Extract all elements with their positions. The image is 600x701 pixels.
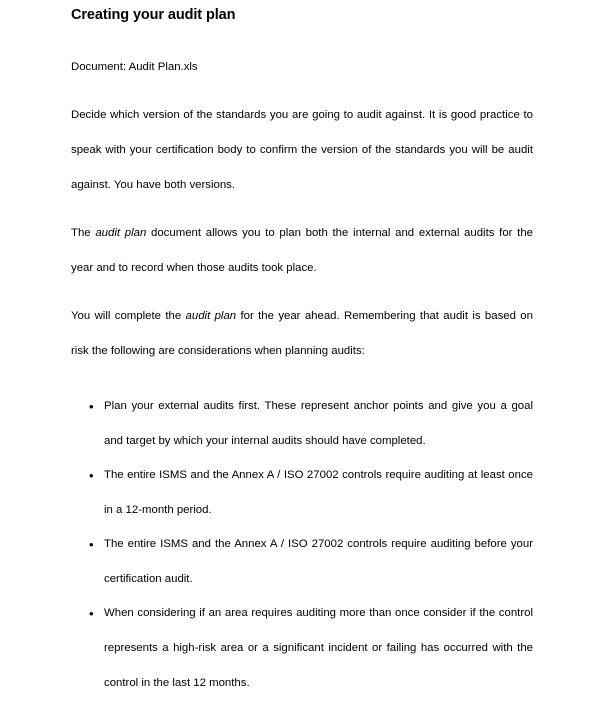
paragraph-audit-plan-completion xyxy=(71,299,533,369)
italic-audit-plan: audit plan xyxy=(95,227,147,239)
paragraph-audit-plan-purpose xyxy=(71,216,533,286)
document-reference-line: Document: Audit Plan.xls xyxy=(71,61,198,73)
list-item xyxy=(71,527,533,597)
paragraph-text-after-italic: for the year ahead. Remembering that audit is based on risk the following are considerations when planning audits: xyxy=(71,310,533,357)
list-item xyxy=(71,458,533,528)
paragraph-text-after-italic: document allows you to plan both the internal and external audits for the year and to record when those audits took place. xyxy=(71,227,533,274)
audit-considerations-list xyxy=(71,389,533,701)
list-item-text: The entire ISMS and the Annex A / ISO 27002 controls require auditing before your certification audit. xyxy=(104,538,533,585)
bullet-point-icon: • xyxy=(89,537,94,552)
paragraph-text-before-italic: The xyxy=(71,227,96,239)
paragraph-standards-version: Decide which version of the standards you are going to audit against. It is good practice to speak with your certification body to confirm the version of the standards you will be audit against. You have both versions. xyxy=(71,109,533,191)
page-title: Creating your audit plan xyxy=(71,7,236,23)
paragraph-text-before-italic: You will complete the xyxy=(71,310,186,322)
bullet-point-icon: • xyxy=(89,468,94,483)
bullet-point-icon: • xyxy=(89,606,94,621)
italic-audit-plan: audit plan xyxy=(185,310,237,322)
list-item-text: Plan your external audits first. These represent anchor points and give you a goal and target by which your internal audits should have completed. xyxy=(104,400,533,447)
list-item-text: When considering if an area requires auditing more than once consider if the control represents a high-risk area or a significant incident or failing has occurred with the control in the last 12 months. xyxy=(104,607,533,689)
bullet-point-icon: • xyxy=(89,399,94,414)
list-item-text: The entire ISMS and the Annex A / ISO 27002 controls require auditing at least once in a 12-month period. xyxy=(104,469,533,516)
list-item xyxy=(71,596,533,701)
list-item xyxy=(71,389,533,459)
